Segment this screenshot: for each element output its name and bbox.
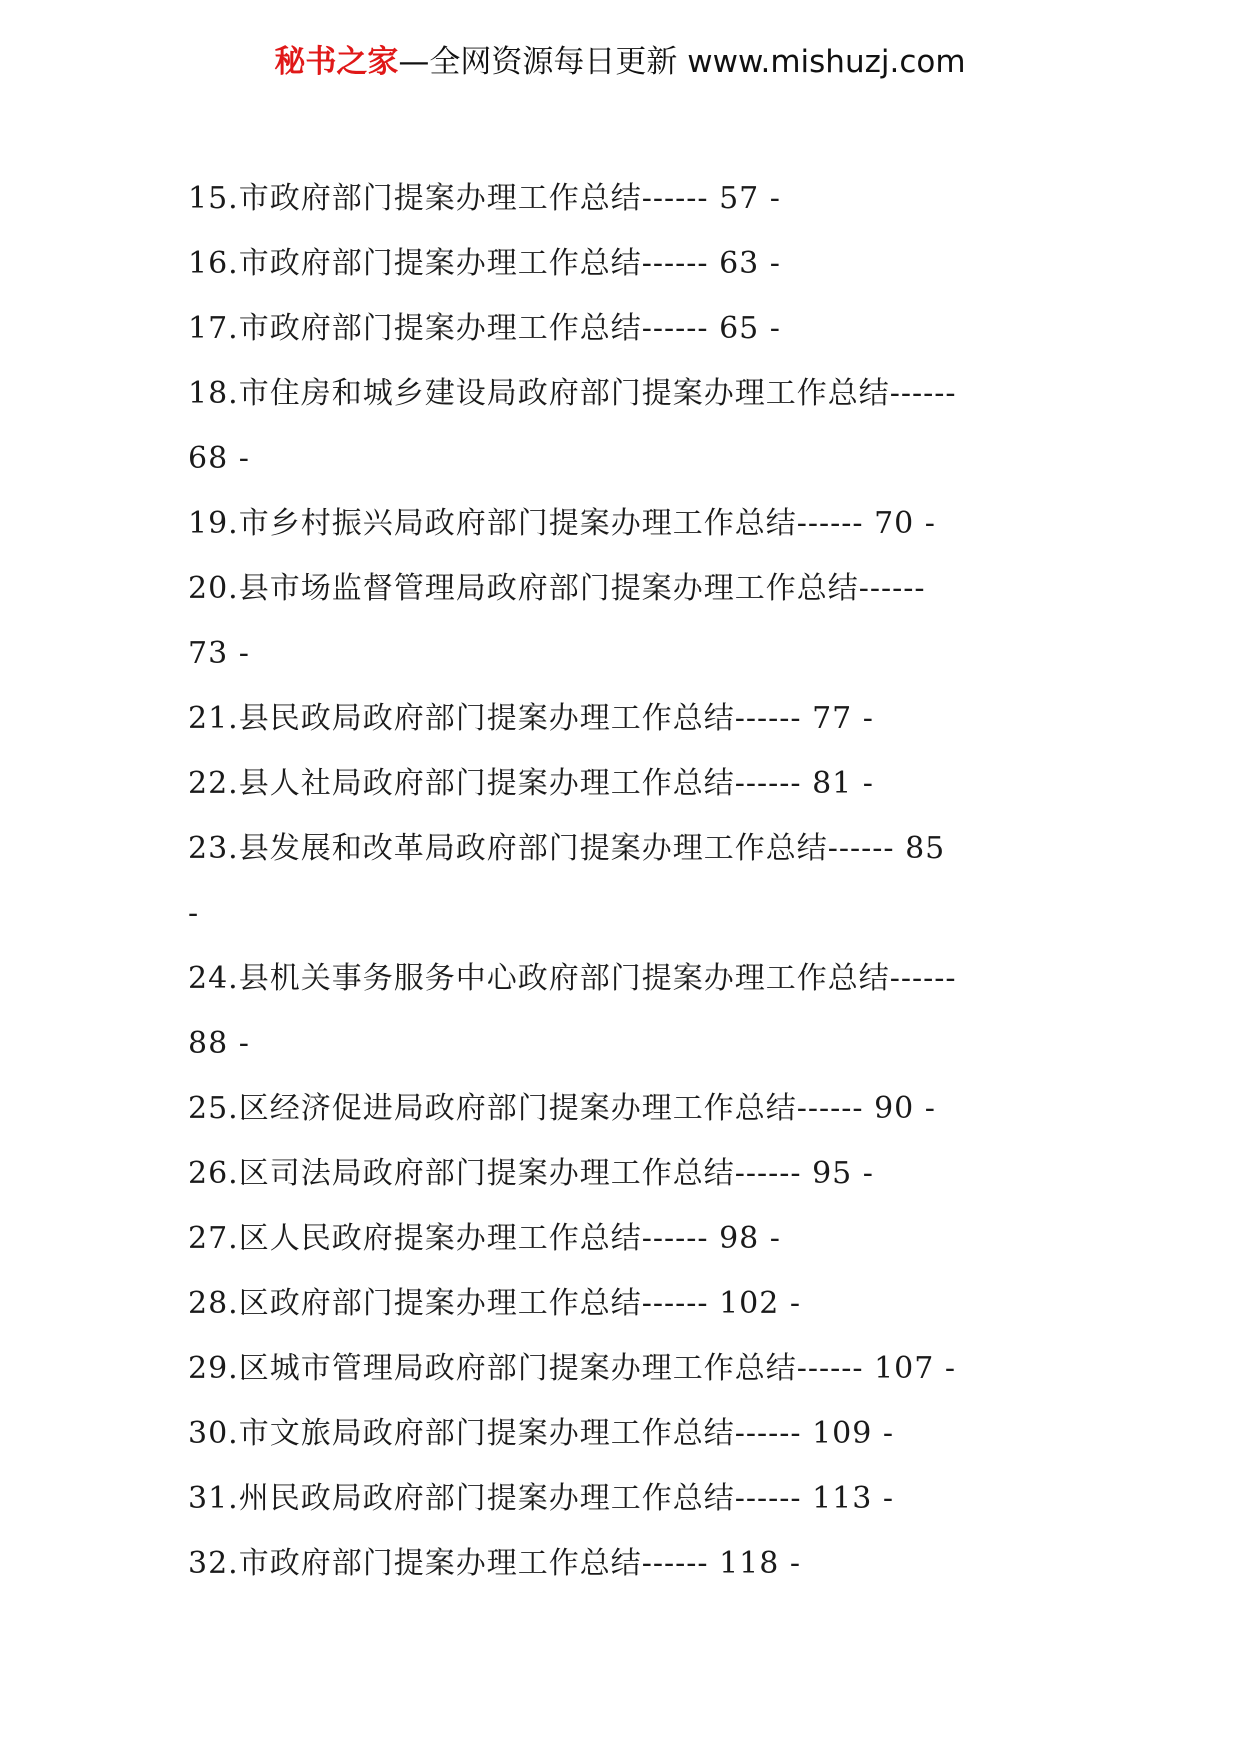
site-tagline: —全网资源每日更新 www.mishuzj.com	[398, 44, 966, 80]
toc-entry-20-page: 73 -	[188, 636, 250, 671]
site-brand: 秘书之家	[274, 44, 399, 80]
toc-entry-15: 15.市政府部门提案办理工作总结------ 57 -	[188, 181, 781, 216]
toc-entry-24: 24.县机关事务服务中心政府部门提案办理工作总结------	[188, 961, 957, 996]
table-of-contents	[188, 166, 1058, 1596]
toc-entry-32: 32.市政府部门提案办理工作总结------ 118 -	[188, 1546, 801, 1581]
toc-entry-21: 21.县民政局政府部门提案办理工作总结------ 77 -	[188, 701, 874, 736]
toc-entry-23-page: -	[188, 896, 200, 931]
toc-entry-16: 16.市政府部门提案办理工作总结------ 63 -	[188, 246, 781, 281]
toc-entry-17: 17.市政府部门提案办理工作总结------ 65 -	[188, 311, 781, 346]
toc-entry-28: 28.区政府部门提案办理工作总结------ 102 -	[188, 1286, 801, 1321]
toc-entry-31: 31.州民政局政府部门提案办理工作总结------ 113 -	[188, 1481, 894, 1516]
toc-entry-24-page: 88 -	[188, 1026, 250, 1061]
toc-entry-26: 26.区司法局政府部门提案办理工作总结------ 95 -	[188, 1156, 874, 1191]
toc-entry-27: 27.区人民政府提案办理工作总结------ 98 -	[188, 1221, 781, 1256]
toc-entry-19: 19.市乡村振兴局政府部门提案办理工作总结------ 70 -	[188, 506, 936, 541]
toc-entry-18-page: 68 -	[188, 441, 250, 476]
toc-entry-18: 18.市住房和城乡建设局政府部门提案办理工作总结------	[188, 376, 957, 411]
toc-entry-30: 30.市文旅局政府部门提案办理工作总结------ 109 -	[188, 1416, 894, 1451]
toc-entry-20: 20.县市场监督管理局政府部门提案办理工作总结------	[188, 571, 926, 606]
toc-entry-23: 23.县发展和改革局政府部门提案办理工作总结------ 85	[188, 831, 946, 866]
toc-entry-29: 29.区城市管理局政府部门提案办理工作总结------ 107 -	[188, 1351, 956, 1386]
site-header	[0, 40, 1240, 84]
toc-entry-22: 22.县人社局政府部门提案办理工作总结------ 81 -	[188, 766, 874, 801]
toc-entry-25: 25.区经济促进局政府部门提案办理工作总结------ 90 -	[188, 1091, 936, 1126]
